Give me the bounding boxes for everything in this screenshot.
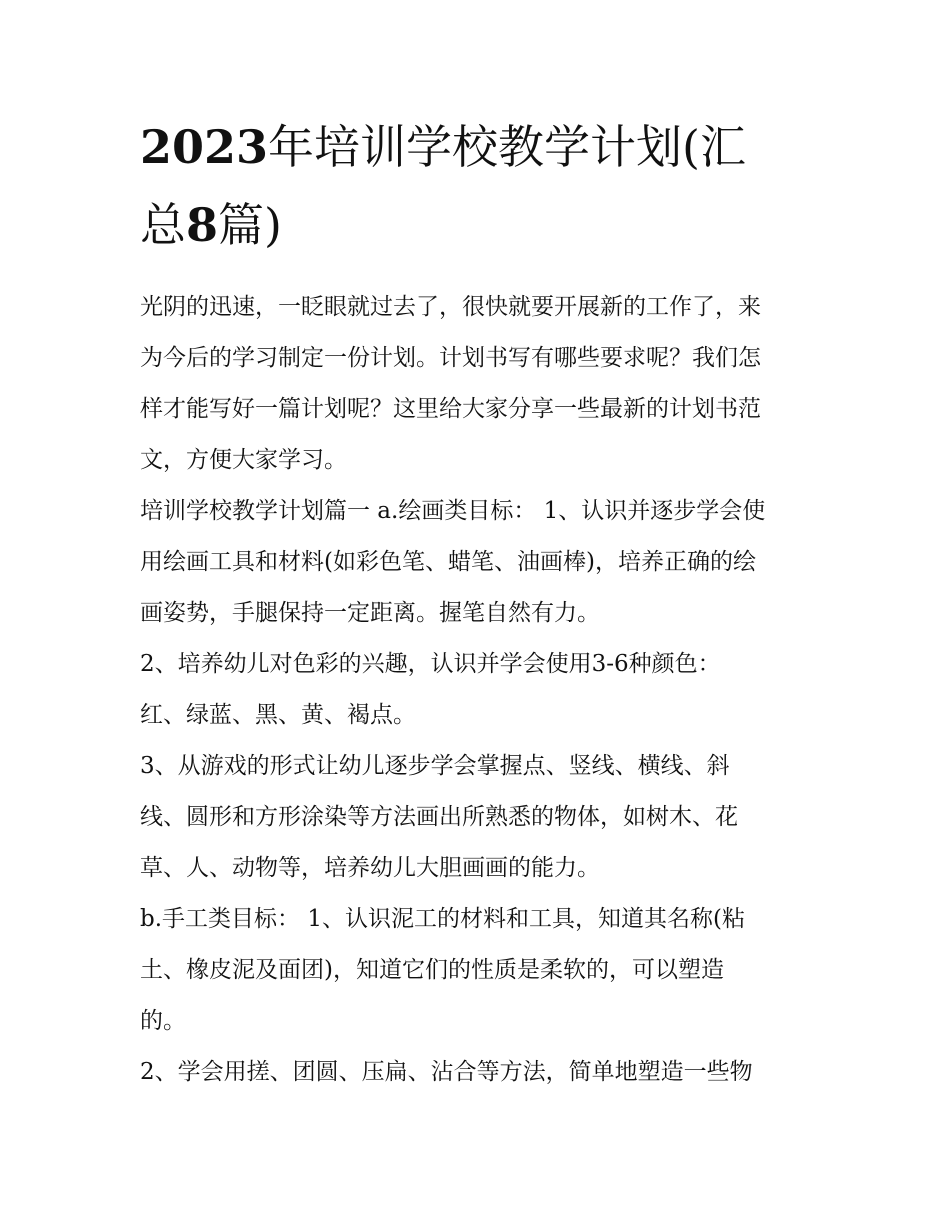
text-line: b.手工类目标： 1、认识泥工的材料和工具，知道其名称(粘 [140, 906, 745, 932]
text-line: 的。 [140, 1008, 186, 1034]
text-line: 样才能写好一篇计划呢？这里给大家分享一些最新的计划书范 [140, 396, 761, 422]
text-line: 用绘画工具和材料(如彩色笔、蜡笔、油画棒)，培养正确的绘 [140, 549, 756, 575]
text-line: 画姿势，手腿保持一定距离。握笔自然有力。 [140, 600, 600, 626]
title-line: 2023年培训学校教学计划(汇 [140, 120, 746, 174]
text-line: 为今后的学习制定一份计划。计划书写有哪些要求呢？我们怎 [140, 345, 761, 371]
paragraph [140, 282, 820, 486]
text-line: 草、人、动物等，培养幼儿大胆画画的能力。 [140, 855, 600, 881]
title-line: 总8篇) [140, 198, 282, 252]
document-title [140, 108, 820, 264]
text-line: 光阴的迅速，一眨眼就过去了，很快就要开展新的工作了，来 [140, 294, 761, 320]
text-line: 土、橡皮泥及面团)，知道它们的性质是柔软的，可以塑造 [140, 957, 724, 983]
text-line: 3、从游戏的形式让幼儿逐步学会掌握点、竖线、横线、斜 [140, 753, 730, 779]
text-line: 培训学校教学计划篇一 a.绘画类目标： 1、认识并逐步学会使 [140, 498, 766, 524]
paragraph [140, 486, 820, 639]
paragraph [140, 639, 820, 741]
text-line: 红、绿蓝、黑、黄、褐点。 [140, 702, 416, 728]
text-line: 线、圆形和方形涂染等方法画出所熟悉的物体，如树木、花 [140, 804, 738, 830]
document-body [140, 108, 820, 1098]
paragraph [140, 894, 820, 1047]
text-line: 2、培养幼儿对色彩的兴趣，认识并学会使用3-6种颜色： [140, 651, 721, 677]
paragraph [140, 1047, 820, 1098]
paragraph [140, 741, 820, 894]
text-line: 2、学会用搓、团圆、压扁、沾合等方法，简单地塑造一些物 [140, 1059, 753, 1085]
text-line: 文，方便大家学习。 [140, 447, 347, 473]
